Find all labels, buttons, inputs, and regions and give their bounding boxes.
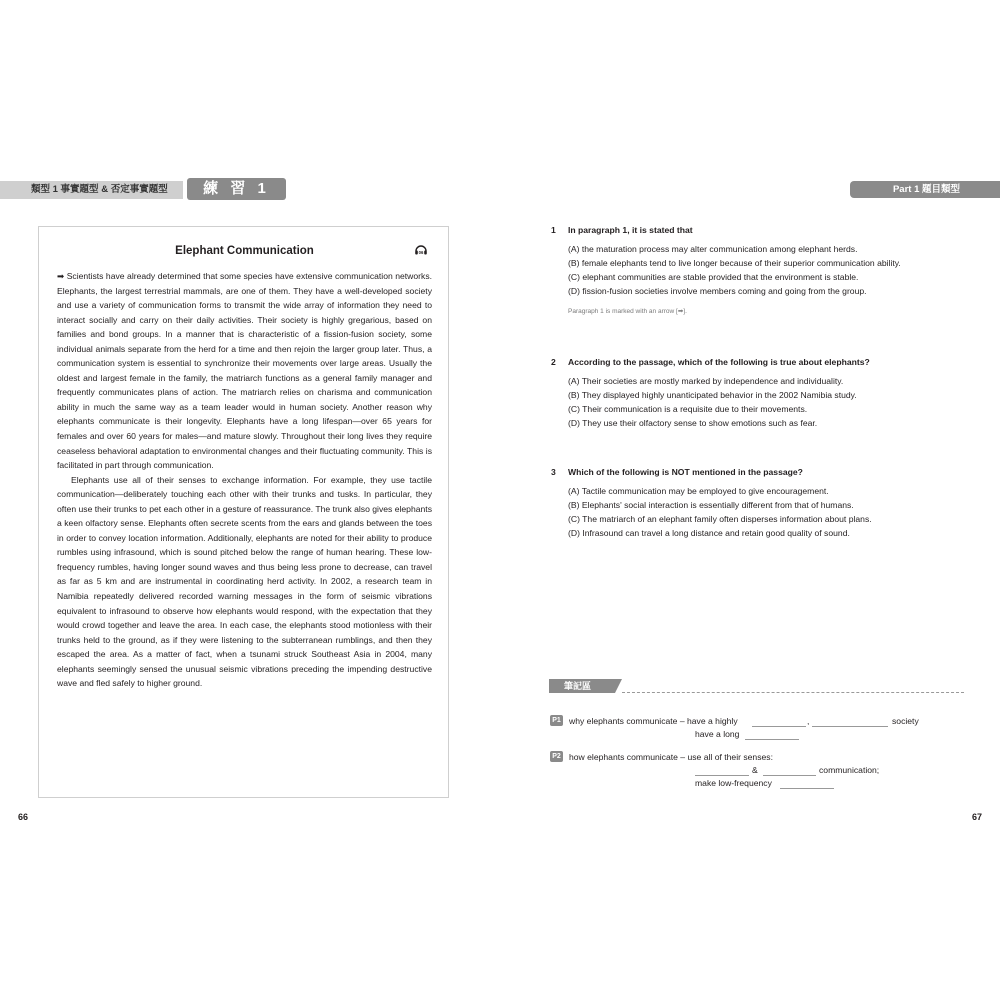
question-stem: In paragraph 1, it is stated that — [568, 225, 693, 235]
option-c[interactable]: (C) Their communication is a requisite due to their movements. — [568, 404, 808, 414]
p2-amp: & — [752, 765, 758, 775]
p1-blank-2[interactable] — [812, 716, 888, 727]
passage-text — [57, 269, 432, 691]
p2-comm: communication; — [819, 765, 880, 775]
p1-line2: have a long — [695, 729, 740, 739]
option-c[interactable]: (C) elephant communities are stable provided that the environment is stable. — [568, 272, 859, 282]
passage-box — [38, 226, 449, 798]
section-label: 類型 1 事實題型 & 否定事實題型 — [0, 181, 183, 199]
part-label: Part 1 題目類型 — [850, 181, 1000, 198]
paragraph-arrow-icon: ➡ — [57, 271, 65, 281]
question-2 — [551, 357, 951, 430]
page-number-left: 66 — [18, 812, 29, 822]
question-note: Paragraph 1 is marked with an arrow [➡]. — [568, 308, 687, 315]
option-c[interactable]: (C) The matriarch of an elephant family often disperses information about plans. — [568, 514, 872, 524]
question-3 — [551, 467, 951, 540]
p2-badge: P2 — [550, 751, 563, 762]
option-a[interactable]: (A) Tactile communication may be employed to give encouragement. — [568, 486, 829, 496]
audio-track-icon — [414, 243, 428, 257]
question-number: 2 — [551, 357, 556, 367]
p2-lead: how elephants communicate – use all of their senses: — [569, 752, 773, 762]
option-b[interactable]: (B) They displayed highly unanticipated behavior in the 2002 Namibia study. — [568, 390, 857, 400]
p2-blank-3[interactable] — [780, 778, 834, 789]
p1-comma: , — [807, 716, 810, 726]
option-b[interactable]: (B) female elephants tend to live longer because of their superior communication ability. — [568, 258, 901, 268]
p2-blank-1[interactable] — [695, 765, 749, 776]
page-number-right: 67 — [972, 812, 983, 822]
p1-blank-1[interactable] — [752, 716, 806, 727]
option-a[interactable]: (A) Their societies are mostly marked by independence and individuality. — [568, 376, 844, 386]
option-d[interactable]: (D) Infrasound can travel a long distance and retain good quality of sound. — [568, 528, 850, 538]
paragraph-1: ➡ Scientists have already determined that some species have extensive communication networks. Elephants, the largest terrestrial mammals, are one of them. They have a well-developed society and use a variety of communication forms to transmit the wide array of information they need to interact socially and carry on their daily activities. Their society is highly gregarious, based on families and bond groups. In a manner that is characteristic of a fission-fusion society, some individual animals separate from the herd for a time and then rejoin the larger group later. Thus, a communication system is essential to synchronize their movements over large areas. Usually the oldest and largest female in the family, the matriarch functions as a general family manager and frequently communicates plans of action. The matriarch relies on charisma and communication ability in much the same way as a team leader would in human society. Another reason why elephants communicate is their longevity. Elephants have a long lifespan—over 65 years for females and over 60 years for males—and mature slowly. Throughout their long lives they require ceaseless behavioral adaptation to environmental changes and their fluctuating community. This is facilitated in part through communication. — [57, 271, 433, 471]
notes-divider — [622, 692, 964, 693]
exercise-tab: 練 習 1 — [187, 178, 286, 200]
option-a[interactable]: (A) the maturation process may alter communication among elephant herds. — [568, 244, 858, 254]
question-stem: According to the passage, which of the following is true about elephants? — [568, 357, 870, 367]
p1-blank-3[interactable] — [745, 729, 799, 740]
notes-tab-corner — [615, 679, 622, 693]
p1-lead: why elephants communicate – have a highly — [569, 716, 738, 726]
audio-track-number: 06 — [418, 250, 424, 255]
option-b[interactable]: (B) Elephants' social interaction is essentially different from that of humans. — [568, 500, 854, 510]
question-number: 1 — [551, 225, 556, 235]
paragraph-2: Elephants use all of their senses to exchange information. For example, they use tactile communication—deliberately touching each other with their trunks and tusks. In particular, they often use their trunks to pet each other in a gesture of reassurance. The trunk also gives elephants a keen olfactory sense. Elephants often secrete scents from the ears and glands between the toes in order to convey location information. Additionally, elephants are noted for their ability to produce rumbles using infrasound, which is sound pitched below the range of human hearing. These low-frequency rumbles, having longer sound waves and thus being less prone to decrease, can travel as far as 5 km and are instrumental in coordinating herd activity. In 2002, a research team in Namibia repeatedly delivered recorded warning messages in the form of seismic vibrations equivalent to infrasound to observe how elephants would respond, with the expectation that they would crowd together and leave the area. In each case, the elephants stood motionless with their trunks held to the ground, as if they were listening to the subterranean rumblings, and then they escaped the area. As a matter of fact, when a tsunami struck Southeast Asia in 2004, many elephants seemingly sensed the unusual seismic vibrations preceding the impending destructive wave and fled safely to higher ground. — [57, 474, 432, 689]
option-d[interactable]: (D) fission-fusion societies involve members coming and going from the group. — [568, 286, 867, 296]
p1-society: society — [892, 716, 919, 726]
p1-badge: P1 — [550, 715, 563, 726]
question-stem: Which of the following is NOT mentioned in the passage? — [568, 467, 803, 477]
p2-blank-2[interactable] — [763, 765, 816, 776]
question-1 — [551, 225, 951, 315]
p2-line3: make low-frequency — [695, 778, 772, 788]
passage-title: Elephant Communication — [175, 245, 314, 257]
question-number: 3 — [551, 467, 556, 477]
option-d[interactable]: (D) They use their olfactory sense to show emotions such as fear. — [568, 418, 818, 428]
notes-label: 筆記區 — [549, 679, 615, 693]
